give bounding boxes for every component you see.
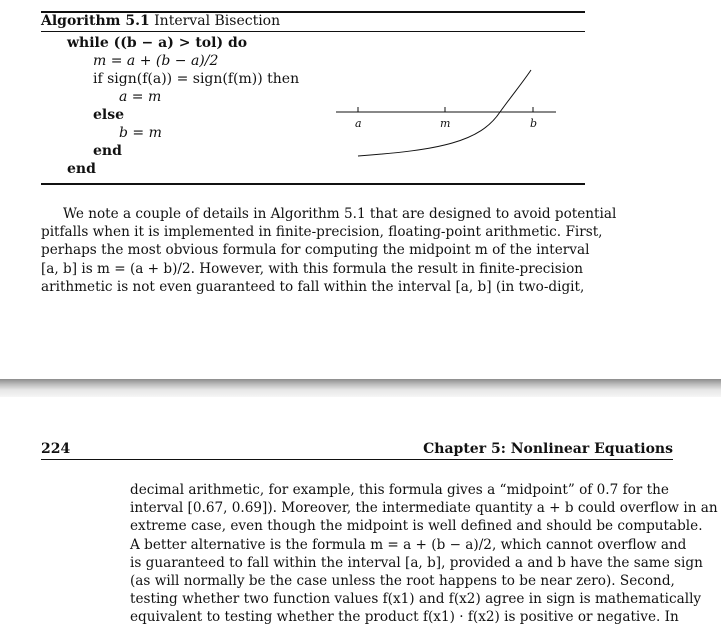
paragraph-2-line: extreme case, even though the midpoint is well defined and should be computable. [130, 518, 703, 535]
algorithm-line-1: while ((b − a) > tol) do [67, 35, 248, 51]
figure-curve [358, 70, 531, 156]
paragraph-1-line: arithmetic is not even guaranteed to fall within the interval [a, b] (in two-digit, [41, 278, 585, 295]
paragraph-2 [130, 481, 718, 627]
algorithm-line-2: m = a + (b − a)/2 [93, 53, 219, 69]
page-number: 224 [41, 441, 71, 457]
figure-label-m: m [440, 117, 451, 130]
algorithm-header-rule [41, 31, 585, 32]
figure-label-a: a [355, 117, 362, 130]
algorithm-line-7: end [93, 143, 122, 159]
paragraph-2-line: (as will normally be the case unless the root happens to be near zero). Second, [130, 573, 675, 590]
algorithm-line-5: else [93, 107, 125, 123]
running-head-rule [41, 459, 673, 460]
paragraph-2-line: equivalent to testing whether the product f(x1) · f(x2) is positive or negative. In [130, 609, 679, 626]
paragraph-1-line: We note a couple of details in Algorithm 5.1 that are designed to avoid potential [63, 206, 617, 222]
page-separator [0, 379, 721, 397]
algorithm-title: Interval Bisection [154, 13, 281, 29]
paragraph-1 [41, 205, 617, 296]
bisection-figure [330, 62, 570, 166]
algorithm-label: Algorithm 5.1 [41, 13, 150, 29]
paragraph-2-line: A better alternative is the formula m = a + (b − a)/2, which cannot overflow and [130, 536, 687, 553]
paragraph-2-line: decimal arithmetic, for example, this formula gives a “midpoint” of 0.7 for the [130, 482, 669, 498]
paragraph-1-line: [a, b] is m = (a + b)/2. However, with this formula the result in finite-precision [41, 260, 584, 277]
algorithm-line-4: a = m [119, 89, 162, 105]
algorithm-line-8: end [67, 161, 96, 177]
algorithm-line-6: b = m [119, 125, 162, 141]
paragraph-1-line: perhaps the most obvious formula for computing the midpoint m of the interval [41, 242, 590, 259]
paragraph-1-line: pitfalls when it is implemented in finite-precision, floating-point arithmetic. First, [41, 224, 603, 241]
algorithm-line-3: if sign(f(a)) = sign(f(m)) then [93, 71, 300, 87]
paragraph-2-line: interval [0.67, 0.69]). Moreover, the intermediate quantity a + b could overflow in an [130, 500, 718, 517]
paragraph-2-line: testing whether two function values f(x1) and f(x2) agree in sign is mathematically [130, 591, 702, 608]
paragraph-2-line: is guaranteed to fall within the interval [a, b], provided a and b have the same sign [130, 554, 703, 571]
figure-label-b: b [530, 117, 538, 130]
algorithm-bottom-rule [41, 183, 585, 185]
running-head: Chapter 5: Nonlinear Equations [423, 441, 673, 457]
algorithm-header [41, 13, 280, 29]
